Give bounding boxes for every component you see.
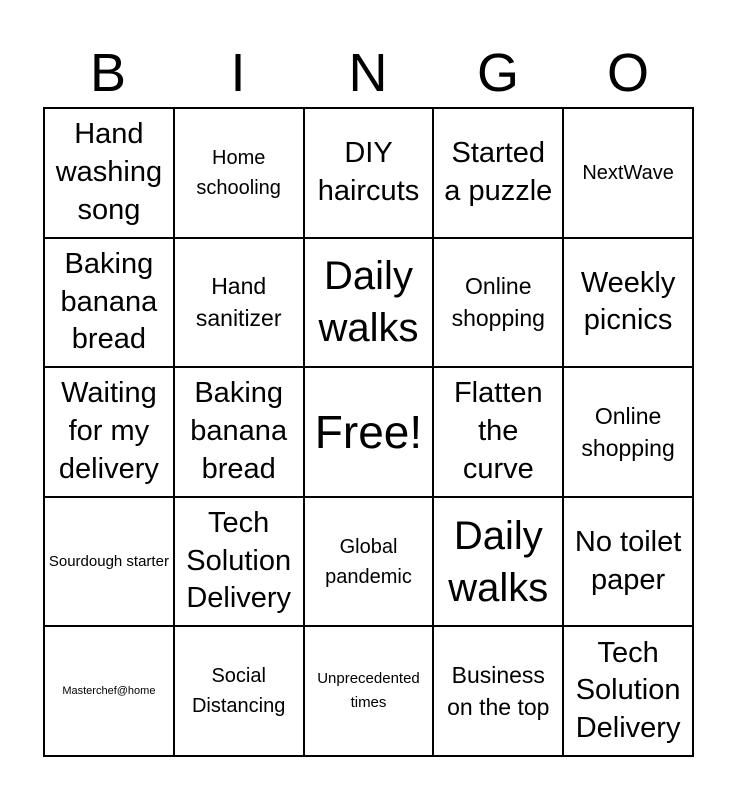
bingo-cell[interactable] [175, 109, 305, 239]
cell-text: Flatten the curve [453, 377, 543, 485]
cell-text: Business on the top [447, 662, 550, 721]
bingo-cell[interactable] [175, 239, 305, 369]
cell-text: Unprecedented times [317, 670, 420, 712]
bingo-cell[interactable] [305, 498, 435, 628]
bingo-cell[interactable] [564, 368, 694, 498]
cell-text: Online shopping [451, 273, 545, 332]
cell-text: Online shopping [581, 402, 675, 461]
bingo-cell[interactable] [175, 627, 305, 757]
header-letter-b: B [89, 43, 127, 103]
bingo-cell[interactable] [175, 368, 305, 498]
bingo-cell[interactable] [564, 498, 694, 628]
cell-text: Hand washing song [55, 118, 163, 226]
bingo-cell[interactable] [45, 109, 175, 239]
bingo-cell[interactable] [45, 627, 175, 757]
cell-text: Weekly picnics [580, 266, 676, 337]
cell-text: NextWave [582, 161, 674, 184]
bingo-header [43, 38, 693, 108]
cell-text: Daily walks [448, 513, 549, 610]
bingo-cell[interactable] [434, 368, 564, 498]
bingo-grid [43, 107, 694, 757]
bingo-cell[interactable] [434, 627, 564, 757]
bingo-cell[interactable] [45, 498, 175, 628]
bingo-cell[interactable] [175, 498, 305, 628]
bingo-cell[interactable] [45, 368, 175, 498]
cell-text: Masterchef@home [62, 684, 156, 697]
cell-text: Tech Solution Delivery [186, 507, 292, 615]
cell-text: Global pandemic [325, 535, 412, 588]
bingo-cell[interactable] [434, 109, 564, 239]
header-letter-g: G [476, 43, 519, 103]
cell-text: Waiting for my delivery [58, 377, 159, 485]
header-letter-i: I [230, 43, 246, 103]
cell-text: Baking banana bread [190, 377, 288, 485]
bingo-cell[interactable] [305, 109, 435, 239]
cell-text: Social Distancing [191, 665, 286, 718]
cell-text: Free! [314, 405, 423, 458]
bingo-cell[interactable] [564, 109, 694, 239]
cell-text: Hand sanitizer [195, 273, 282, 332]
bingo-cell[interactable] [305, 239, 435, 369]
bingo-cell[interactable] [434, 239, 564, 369]
bingo-cell-free[interactable] [305, 368, 435, 498]
cell-text: Sourdough starter [48, 552, 169, 570]
header-letter-o: O [606, 43, 649, 103]
cell-text: Started a puzzle [444, 137, 553, 207]
bingo-cell[interactable] [564, 239, 694, 369]
cell-text: No toilet paper [574, 525, 682, 596]
cell-text: Baking banana bread [60, 247, 158, 356]
cell-text: Daily walks [318, 254, 419, 351]
cell-text: Tech Solution Delivery [575, 636, 681, 745]
bingo-cell[interactable] [434, 498, 564, 628]
bingo-cell[interactable] [305, 627, 435, 757]
bingo-cell[interactable] [45, 239, 175, 369]
cell-text: DIY haircuts [317, 137, 420, 207]
header-letter-n: N [348, 43, 388, 103]
bingo-cell[interactable] [564, 627, 694, 757]
cell-text: Home schooling [196, 146, 281, 199]
